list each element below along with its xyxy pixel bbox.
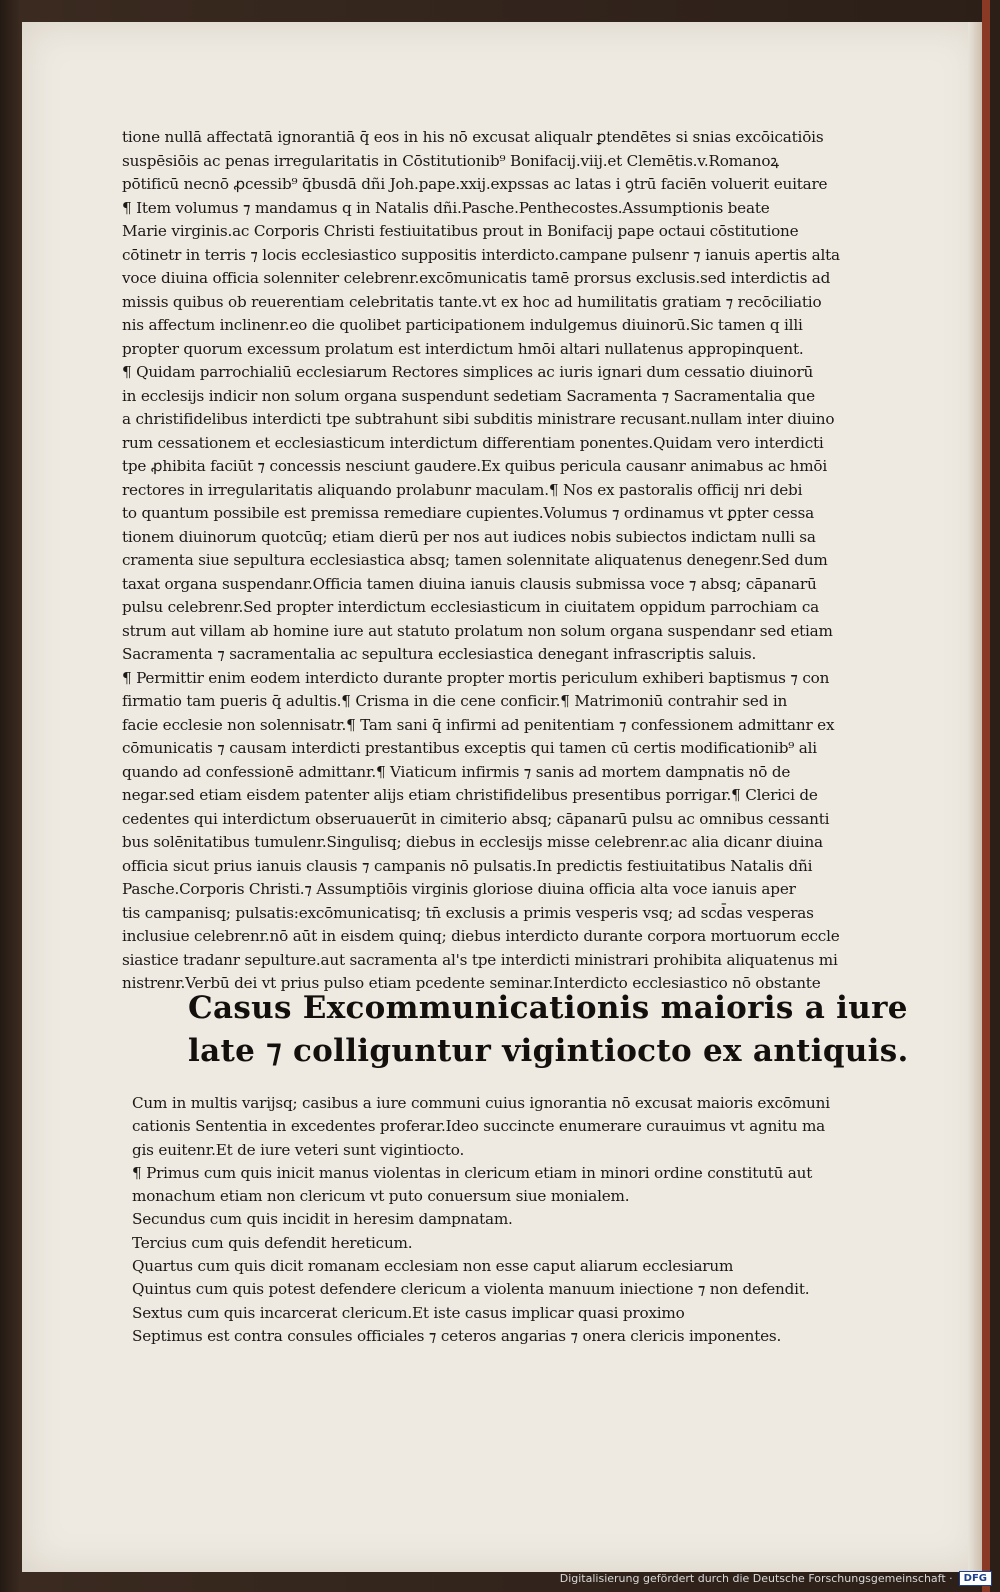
text-line: rum cessationem et ecclesiasticum interdictum differentiam ponentes.Quidam vero interdicti <box>122 433 824 452</box>
heading-line-1: Casus Excommunicationis maioris a iure <box>188 990 908 1026</box>
section-heading <box>188 987 909 1073</box>
heading-line-2: late ⁊ colliguntur vigintiocto ex antiquis. <box>188 1033 909 1069</box>
text-line: tione nullā affectatā ignorantiā q̄ eos in his nō excusat aliqualr ꝑtendētes si snias excōicatiōis <box>122 128 824 146</box>
text-line: tis campanisq; pulsatis:excōmunicatisq; tn̄ exclusis a primis vesperis vsq; ad scd̄as vesperas <box>122 903 814 922</box>
text-line: a christifidelibus interdicti tpe subtrahunt sibi subditis ministrare recusant.nullam inter diuino <box>122 410 835 428</box>
text-line: quando ad confessionē admittanr.¶ Viaticum infirmis ⁊ sanis ad mortem dampnatis nō de <box>122 762 791 781</box>
text-line: siastice tradanr sepulture.aut sacramenta al's tpe interdicti ministrari prohibita aliquatenus mi <box>122 950 838 969</box>
case-line: Septimus est contra consules officiales ⁊ ceteros angarias ⁊ onera clericis imponentes. <box>132 1326 782 1345</box>
text-line: cedentes qui interdictum obseruauerūt in cimiterio absq; cāpanarū pulsu ac omnibus cessanti <box>122 809 830 828</box>
cases-text-block <box>132 1092 912 1348</box>
case-line: cationis Sententia in excedentes proferar.Ideo succincte enumerare curauimus vt agnitu ma <box>132 1117 826 1136</box>
text-line: tpe ꝓhibita faciūt ⁊ concessis nesciunt gaudere.Ex quibus pericula causanr animabus ac hmōi <box>122 457 828 475</box>
text-line: firmatio tam pueris q̄ adultis.¶ Crisma in die cene conficir.¶ Matrimoniū contrahir sed in <box>122 692 788 710</box>
book-spine-edge <box>982 0 990 1592</box>
text-line: ¶ Quidam parrochialiū ecclesiarum Rectores simplices ac iuris ignari dum cessatio diuinorū <box>122 363 814 381</box>
case-line: Quintus cum quis potest defendere clericum a violenta manuum iniectione ⁊ non defendit. <box>132 1280 810 1299</box>
text-line: in ecclesijs indicir non solum organa suspendunt sedetiam Sacramenta ⁊ Sacramentalia que <box>122 386 815 405</box>
text-line: cōtinetr in terris ⁊ locis ecclesiastico suppositis interdicto.campane pulsenr ⁊ ianuis apertis alta <box>122 245 840 264</box>
book-page <box>22 22 982 1572</box>
text-line: to quantum possibile est premissa remediare cupientes.Volumus ⁊ ordinamus vt ꝑpter cessa <box>122 504 814 522</box>
text-line: missis quibus ob reuerentiam celebritatis tante.vt ex hoc ad humilitatis gratiam ⁊ recōciliatio <box>122 292 822 311</box>
page-edge <box>968 22 982 1572</box>
text-line: propter quorum excessum prolatum est interdictum hmōi altari nullatenus appropinquent. <box>122 339 804 358</box>
text-line: negar.sed etiam eisdem patenter alijs etiam christifidelibus presentibus porrigar.¶ Clerici de <box>122 786 818 804</box>
text-line: inclusiue celebrenr.nō aūt in eisdem quinq; diebus interdicto durante corpora mortuorum eccle <box>122 927 840 945</box>
text-line: nistrenr.Verbū dei vt prius pulso etiam pcedente seminar.Interdicto ecclesiastico nō obstante <box>122 974 821 992</box>
body-text-block <box>122 126 892 996</box>
case-line: monachum etiam non clericum vt puto conuersum siue monialem. <box>132 1187 630 1206</box>
text-line: officia sicut prius ianuis clausis ⁊ campanis nō pulsatis.In predictis festiuitatibus Natalis dñi <box>122 856 813 875</box>
text-line: facie ecclesie non solennisatr.¶ Tam sani q̄ infirmi ad penitentiam ⁊ confessionem admittanr ex <box>122 715 835 734</box>
footer-credit <box>560 1568 992 1588</box>
dfg-logo: DFG <box>959 1571 992 1586</box>
text-line: bus solēnitatibus tumulenr.Singulisq; diebus in ecclesijs misse celebrenr.ac alia dicanr diuina <box>122 833 823 851</box>
text-line: rectores in irregularitatis aliquando prolabunr maculam.¶ Nos ex pastoralis officij nri debi <box>122 480 803 499</box>
text-line: pulsu celebrenr.Sed propter interdictum ecclesiasticum in ciuitatem oppidum parrochiam ca <box>122 598 820 616</box>
case-line: Cum in multis varijsq; casibus a iure communi cuius ignorantia nō excusat maioris excōmuni <box>132 1094 830 1112</box>
text-line: pōtificū necnō ꝓcessib⁹ q̄busdā dñi Joh.pape.xxij.expssas ac latas i ꝯtrū faciēn voluerit euitare <box>122 175 828 193</box>
text-line: Pasche.Corporis Christi.⁊ Assumptiōis virginis gloriose diuina officia alta voce ianuis aper <box>122 880 796 898</box>
case-line: Quartus cum quis dicit romanam ecclesiam non esse caput aliarum ecclesiarum <box>132 1257 734 1276</box>
text-line: nis affectum inclinenr.eo die quolibet participationem indulgemus diuinorū.Sic tamen q illi <box>122 316 803 334</box>
case-line: Tercius cum quis defendit hereticum. <box>132 1233 413 1252</box>
text-line: Sacramenta ⁊ sacramentalia ac sepultura ecclesiastica denegant infrascriptis saluis. <box>122 645 757 663</box>
text-line: voce diuina officia solenniter celebrenr.excōmunicatis tamē prorsus exclusis.sed interdictis ad <box>122 269 831 287</box>
text-line: cramenta siue sepultura ecclesiastica absq; tamen solennitate aliquatenus denegenr.Sed dum <box>122 551 828 569</box>
text-line: strum aut villam ab homine iure aut statuto prolatum non solum organa suspendanr sed etiam <box>122 621 833 640</box>
case-line: gis euitenr.Et de iure veteri sunt vigintiocto. <box>132 1140 465 1159</box>
text-line: ¶ Permittir enim eodem interdicto durante propter mortis periculum exhiberi baptismus ⁊ con <box>122 668 830 687</box>
text-line: tionem diuinorum quotcūq; etiam dierū per nos aut iudices nobis subiectos indictam nulli sa <box>122 527 816 546</box>
footer-text: Digitalisierung gefördert durch die Deutsche Forschungsgemeinschaft · <box>559 1571 953 1585</box>
text-line: taxat organa suspendanr.Officia tamen diuina ianuis clausis submissa voce ⁊ absq; cāpanarū <box>122 574 817 593</box>
text-line: cōmunicatis ⁊ causam interdicti prestantibus exceptis qui tamen cū certis modificationib⁹ ali <box>122 739 817 757</box>
text-line: Marie virginis.ac Corporis Christi festiuitatibus prout in Bonifacij pape octaui cōstitutione <box>122 222 799 240</box>
text-line: ¶ Item volumus ⁊ mandamus q in Natalis dñi.Pasche.Penthecostes.Assumptionis beate <box>122 198 770 217</box>
text-line: suspēsiōis ac penas irregularitatis in Cōstitutionib⁹ Bonifacij.viij.et Clemētis.v.Romanoꝝ <box>122 151 779 170</box>
case-line: ¶ Primus cum quis inicit manus violentas in clericum etiam in minori ordine constitutū aut <box>132 1163 813 1182</box>
case-line: Secundus cum quis incidit in heresim dampnatam. <box>132 1210 513 1229</box>
case-line: Sextus cum quis incarcerat clericum.Et iste casus implicar quasi proximo <box>132 1303 685 1322</box>
